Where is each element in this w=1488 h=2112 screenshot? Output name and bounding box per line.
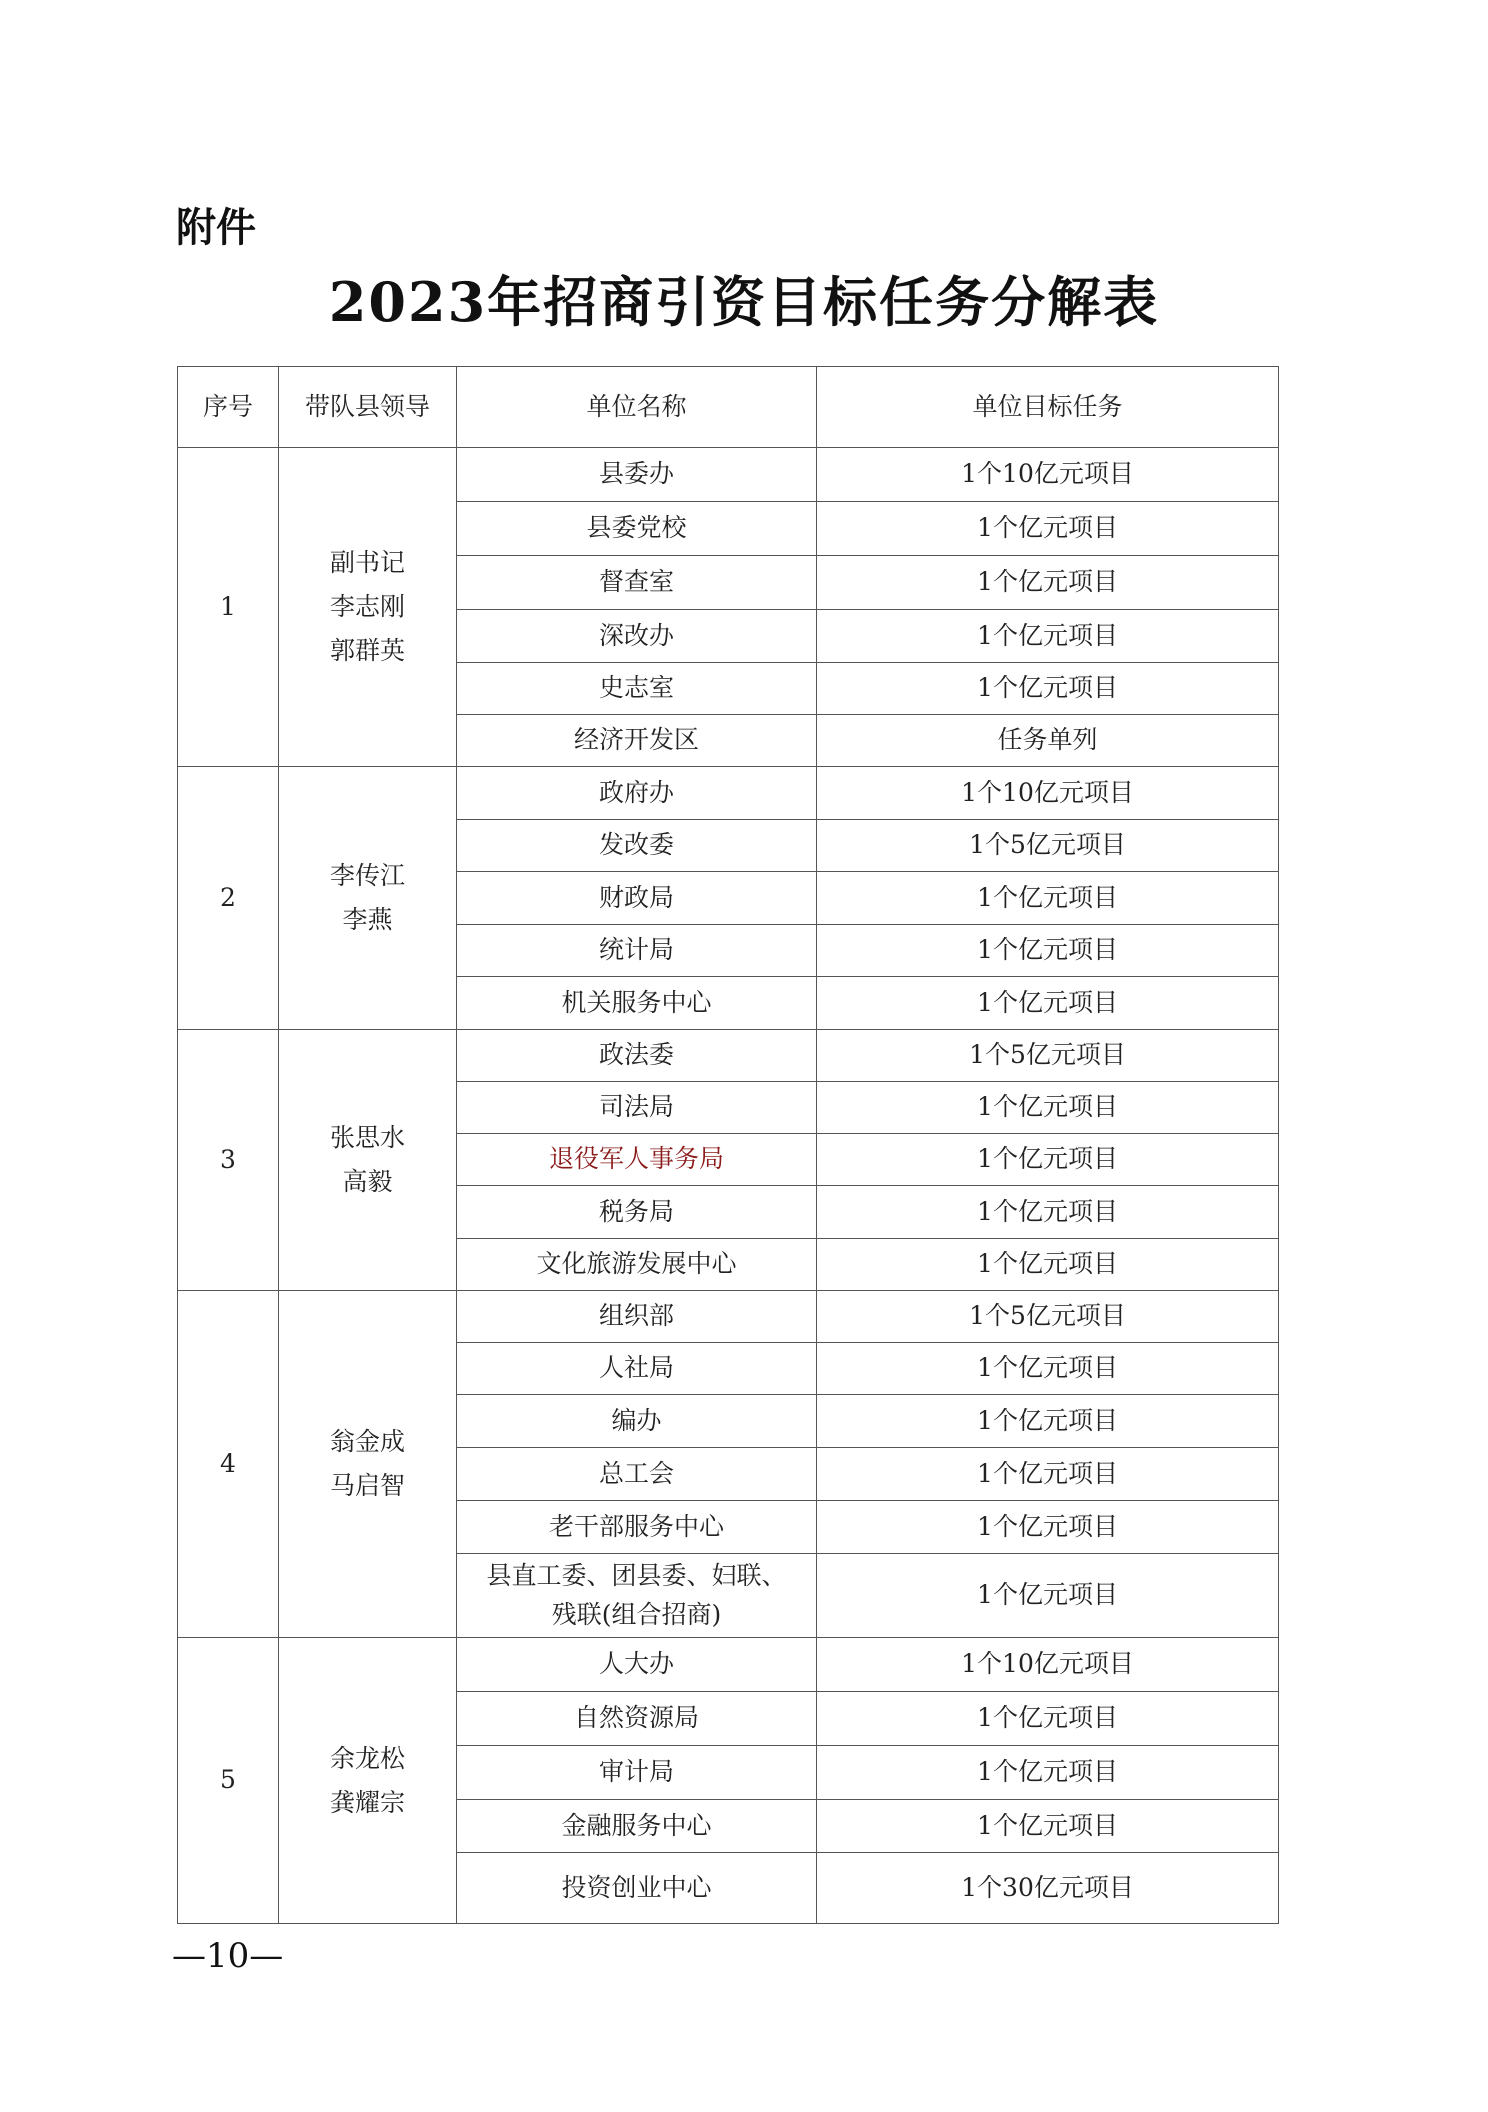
leader-name: 郭群英 <box>329 636 405 665</box>
unit-task: 1个亿元项目 <box>817 1343 1279 1395</box>
leader-name: 高毅 <box>342 1167 393 1196</box>
unit-task: 任务单列 <box>817 715 1279 767</box>
table-row <box>178 1291 1279 1343</box>
unit-name: 老干部服务中心 <box>457 1501 817 1554</box>
unit-name: 督查室 <box>457 556 817 610</box>
unit-task: 1个30亿元项目 <box>817 1853 1279 1924</box>
unit-name: 编办 <box>457 1395 817 1448</box>
header-task: 单位目标任务 <box>817 367 1279 448</box>
group-number: 2 <box>178 767 279 1030</box>
unit-name: 人社局 <box>457 1343 817 1395</box>
group-leaders <box>279 1030 457 1291</box>
group-number: 1 <box>178 448 279 767</box>
unit-name: 政法委 <box>457 1030 817 1082</box>
unit-name: 经济开发区 <box>457 715 817 767</box>
leader-name: 翁金成 <box>329 1427 405 1456</box>
unit-name-line: 县直工委、团县委、妇联、 <box>486 1560 787 1590</box>
unit-task: 1个亿元项目 <box>817 1134 1279 1186</box>
table-header-row <box>178 367 1279 448</box>
leader-name: 马启智 <box>329 1471 405 1500</box>
unit-name: 金融服务中心 <box>457 1800 817 1853</box>
unit-name: 组织部 <box>457 1291 817 1343</box>
unit-name: 深改办 <box>457 610 817 663</box>
unit-task: 1个亿元项目 <box>817 1082 1279 1134</box>
unit-name-line: 残联(组合招商) <box>551 1599 722 1629</box>
unit-task: 1个亿元项目 <box>817 1746 1279 1800</box>
leader-name: 李燕 <box>342 905 393 934</box>
header-unit: 单位名称 <box>457 367 817 448</box>
unit-name: 税务局 <box>457 1186 817 1239</box>
leader-name: 李传江 <box>329 861 405 890</box>
unit-task: 1个亿元项目 <box>817 1239 1279 1291</box>
unit-task: 1个亿元项目 <box>817 1554 1279 1638</box>
unit-task: 1个亿元项目 <box>817 1395 1279 1448</box>
unit-name: 文化旅游发展中心 <box>457 1239 817 1291</box>
unit-name: 财政局 <box>457 872 817 925</box>
unit-name: 发改委 <box>457 820 817 872</box>
leader-name: 副书记 <box>329 548 405 577</box>
group-leaders <box>279 1638 457 1924</box>
group-leaders <box>279 448 457 767</box>
unit-task: 1个亿元项目 <box>817 1501 1279 1554</box>
unit-name: 投资创业中心 <box>457 1853 817 1924</box>
table-row <box>178 448 1279 502</box>
unit-task: 1个10亿元项目 <box>817 1638 1279 1692</box>
group-leaders <box>279 1291 457 1638</box>
unit-task: 1个5亿元项目 <box>817 820 1279 872</box>
unit-name: 统计局 <box>457 925 817 977</box>
leader-name: 龚耀宗 <box>329 1787 405 1817</box>
unit-name: 退役军人事务局 <box>457 1134 817 1186</box>
unit-task: 1个10亿元项目 <box>817 767 1279 820</box>
unit-name <box>457 1554 817 1638</box>
unit-task: 1个亿元项目 <box>817 663 1279 715</box>
unit-task: 1个亿元项目 <box>817 977 1279 1030</box>
unit-name: 史志室 <box>457 663 817 715</box>
leader-name: 余龙松 <box>329 1743 405 1773</box>
unit-task: 1个亿元项目 <box>817 502 1279 556</box>
leader-name: 张思水 <box>329 1123 405 1152</box>
unit-task: 1个亿元项目 <box>817 1800 1279 1853</box>
table-row <box>178 1638 1279 1692</box>
group-leaders <box>279 767 457 1030</box>
unit-task: 1个亿元项目 <box>817 610 1279 663</box>
leader-name: 李志刚 <box>329 592 405 621</box>
unit-task: 1个亿元项目 <box>817 556 1279 610</box>
group-number: 5 <box>178 1638 279 1924</box>
unit-name: 司法局 <box>457 1082 817 1134</box>
page-number: —10— <box>172 1936 284 1976</box>
unit-task: 1个亿元项目 <box>817 1692 1279 1746</box>
unit-name: 自然资源局 <box>457 1692 817 1746</box>
unit-name: 政府办 <box>457 767 817 820</box>
attachment-label: 附件 <box>176 205 256 251</box>
unit-task: 1个亿元项目 <box>817 925 1279 977</box>
unit-name: 县委党校 <box>457 502 817 556</box>
unit-task: 1个亿元项目 <box>817 1186 1279 1239</box>
unit-name: 人大办 <box>457 1638 817 1692</box>
table-row <box>178 1030 1279 1082</box>
unit-name: 机关服务中心 <box>457 977 817 1030</box>
unit-task: 1个亿元项目 <box>817 872 1279 925</box>
header-leader: 带队县领导 <box>279 367 457 448</box>
unit-task: 1个5亿元项目 <box>817 1030 1279 1082</box>
unit-name: 总工会 <box>457 1448 817 1501</box>
unit-name: 县委办 <box>457 448 817 502</box>
group-number: 3 <box>178 1030 279 1291</box>
task-table <box>177 366 1279 1924</box>
unit-task: 1个10亿元项目 <box>817 448 1279 502</box>
unit-name: 审计局 <box>457 1746 817 1800</box>
unit-task: 1个5亿元项目 <box>817 1291 1279 1343</box>
header-no: 序号 <box>178 367 279 448</box>
unit-task: 1个亿元项目 <box>817 1448 1279 1501</box>
table-row <box>178 767 1279 820</box>
group-number: 4 <box>178 1291 279 1638</box>
table-body <box>178 448 1279 1924</box>
document-title: 2023年招商引资目标任务分解表 <box>328 270 1160 334</box>
